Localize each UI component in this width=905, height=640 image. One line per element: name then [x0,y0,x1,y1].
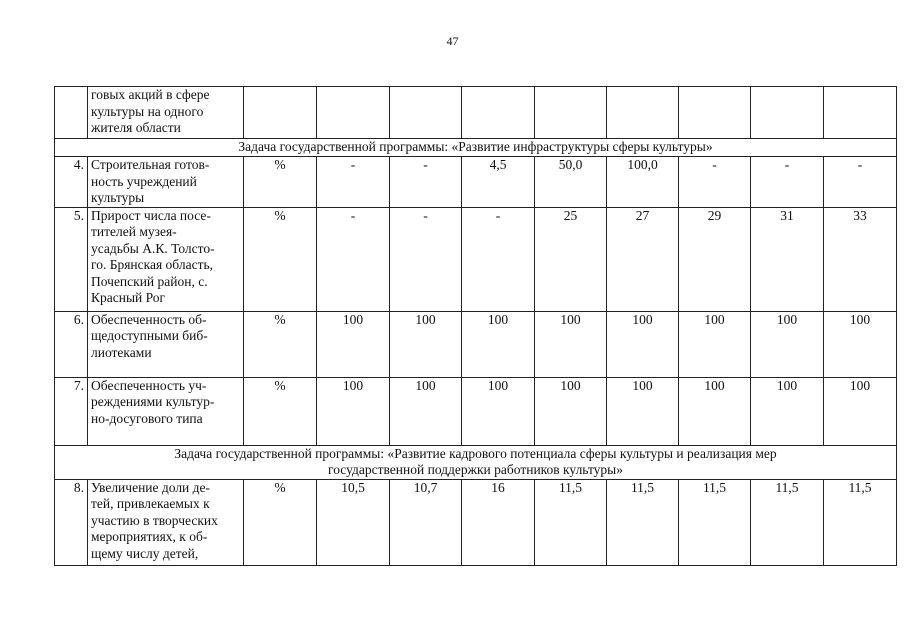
value-cell [390,87,462,139]
value-cell: 100 [607,311,679,377]
value-cell [535,87,607,139]
task-heading: Задача государственной программы: «Развитие инфраструктуры сферы культуры» [55,139,897,157]
value-cell: 100 [317,311,390,377]
value-cell: - [462,207,535,311]
indicator-name: Обеспеченность об- щедоступными биб- лиотеками [88,311,244,377]
row-number: 4. [55,157,88,208]
value-cell [462,87,535,139]
table-row [55,479,897,565]
task-row [55,445,897,479]
page-number: 47 [446,34,459,48]
value-cell: 25 [535,207,607,311]
unit-cell: % [244,311,317,377]
indicator-name: Увеличение доли де- тей, привлекаемых к участию в творческих мероприятиях, к об- щему числу детей, [88,479,244,565]
value-cell: 27 [607,207,679,311]
value-cell: 100 [317,377,390,445]
value-cell [751,87,824,139]
indicator-name: Обеспеченность уч- реждениями культур- но-досугового типа [88,377,244,445]
value-cell: 10,7 [390,479,462,565]
value-cell: 4,5 [462,157,535,208]
value-cell [679,87,751,139]
value-cell: 100 [535,377,607,445]
value-cell: 100 [751,311,824,377]
value-cell: 100 [390,311,462,377]
value-cell: 100 [824,377,897,445]
row-number: 8. [55,479,88,565]
value-cell: 11,5 [824,479,897,565]
value-cell: - [317,157,390,208]
value-cell: 100 [390,377,462,445]
value-cell: - [824,157,897,208]
task-row [55,139,897,157]
indicators-table [54,86,897,566]
unit-cell: % [244,479,317,565]
value-cell: 100 [462,311,535,377]
unit-cell [244,87,317,139]
indicator-name: Строительная готов- ность учреждений культуры [88,157,244,208]
value-cell: 100 [462,377,535,445]
value-cell: 100,0 [607,157,679,208]
value-cell: 33 [824,207,897,311]
unit-cell: % [244,207,317,311]
unit-cell: % [244,157,317,208]
value-cell [317,87,390,139]
value-cell: - [317,207,390,311]
indicator-name: Прирост числа посе- тителей музея- усадьбы А.К. Толсто- го. Брянская область, Почепский район, с. Красный Рог [88,207,244,311]
value-cell [607,87,679,139]
row-number: 7. [55,377,88,445]
value-cell [824,87,897,139]
unit-cell: % [244,377,317,445]
table-row [55,311,897,377]
row-number: 5. [55,207,88,311]
value-cell: 10,5 [317,479,390,565]
indicator-name: говых акций в сфере культуры на одного жителя области [88,87,244,139]
value-cell: 100 [679,311,751,377]
value-cell: 100 [535,311,607,377]
table-row [55,157,897,208]
table-row [55,207,897,311]
value-cell: 16 [462,479,535,565]
value-cell: 31 [751,207,824,311]
table-row [55,87,897,139]
value-cell: 100 [607,377,679,445]
value-cell: - [390,157,462,208]
value-cell: 11,5 [535,479,607,565]
value-cell: - [751,157,824,208]
task-heading: Задача государственной программы: «Развитие кадрового потенциала сферы культуры и реализация мер государственной поддержки работников культуры» [55,445,897,479]
table-row [55,377,897,445]
table-body [55,87,897,566]
value-cell: 100 [751,377,824,445]
value-cell: - [390,207,462,311]
row-number-cell [55,87,88,139]
value-cell: 50,0 [535,157,607,208]
value-cell: 11,5 [751,479,824,565]
value-cell: 100 [824,311,897,377]
value-cell: 29 [679,207,751,311]
value-cell: 11,5 [607,479,679,565]
row-number: 6. [55,311,88,377]
value-cell: 11,5 [679,479,751,565]
value-cell: - [679,157,751,208]
value-cell: 100 [679,377,751,445]
